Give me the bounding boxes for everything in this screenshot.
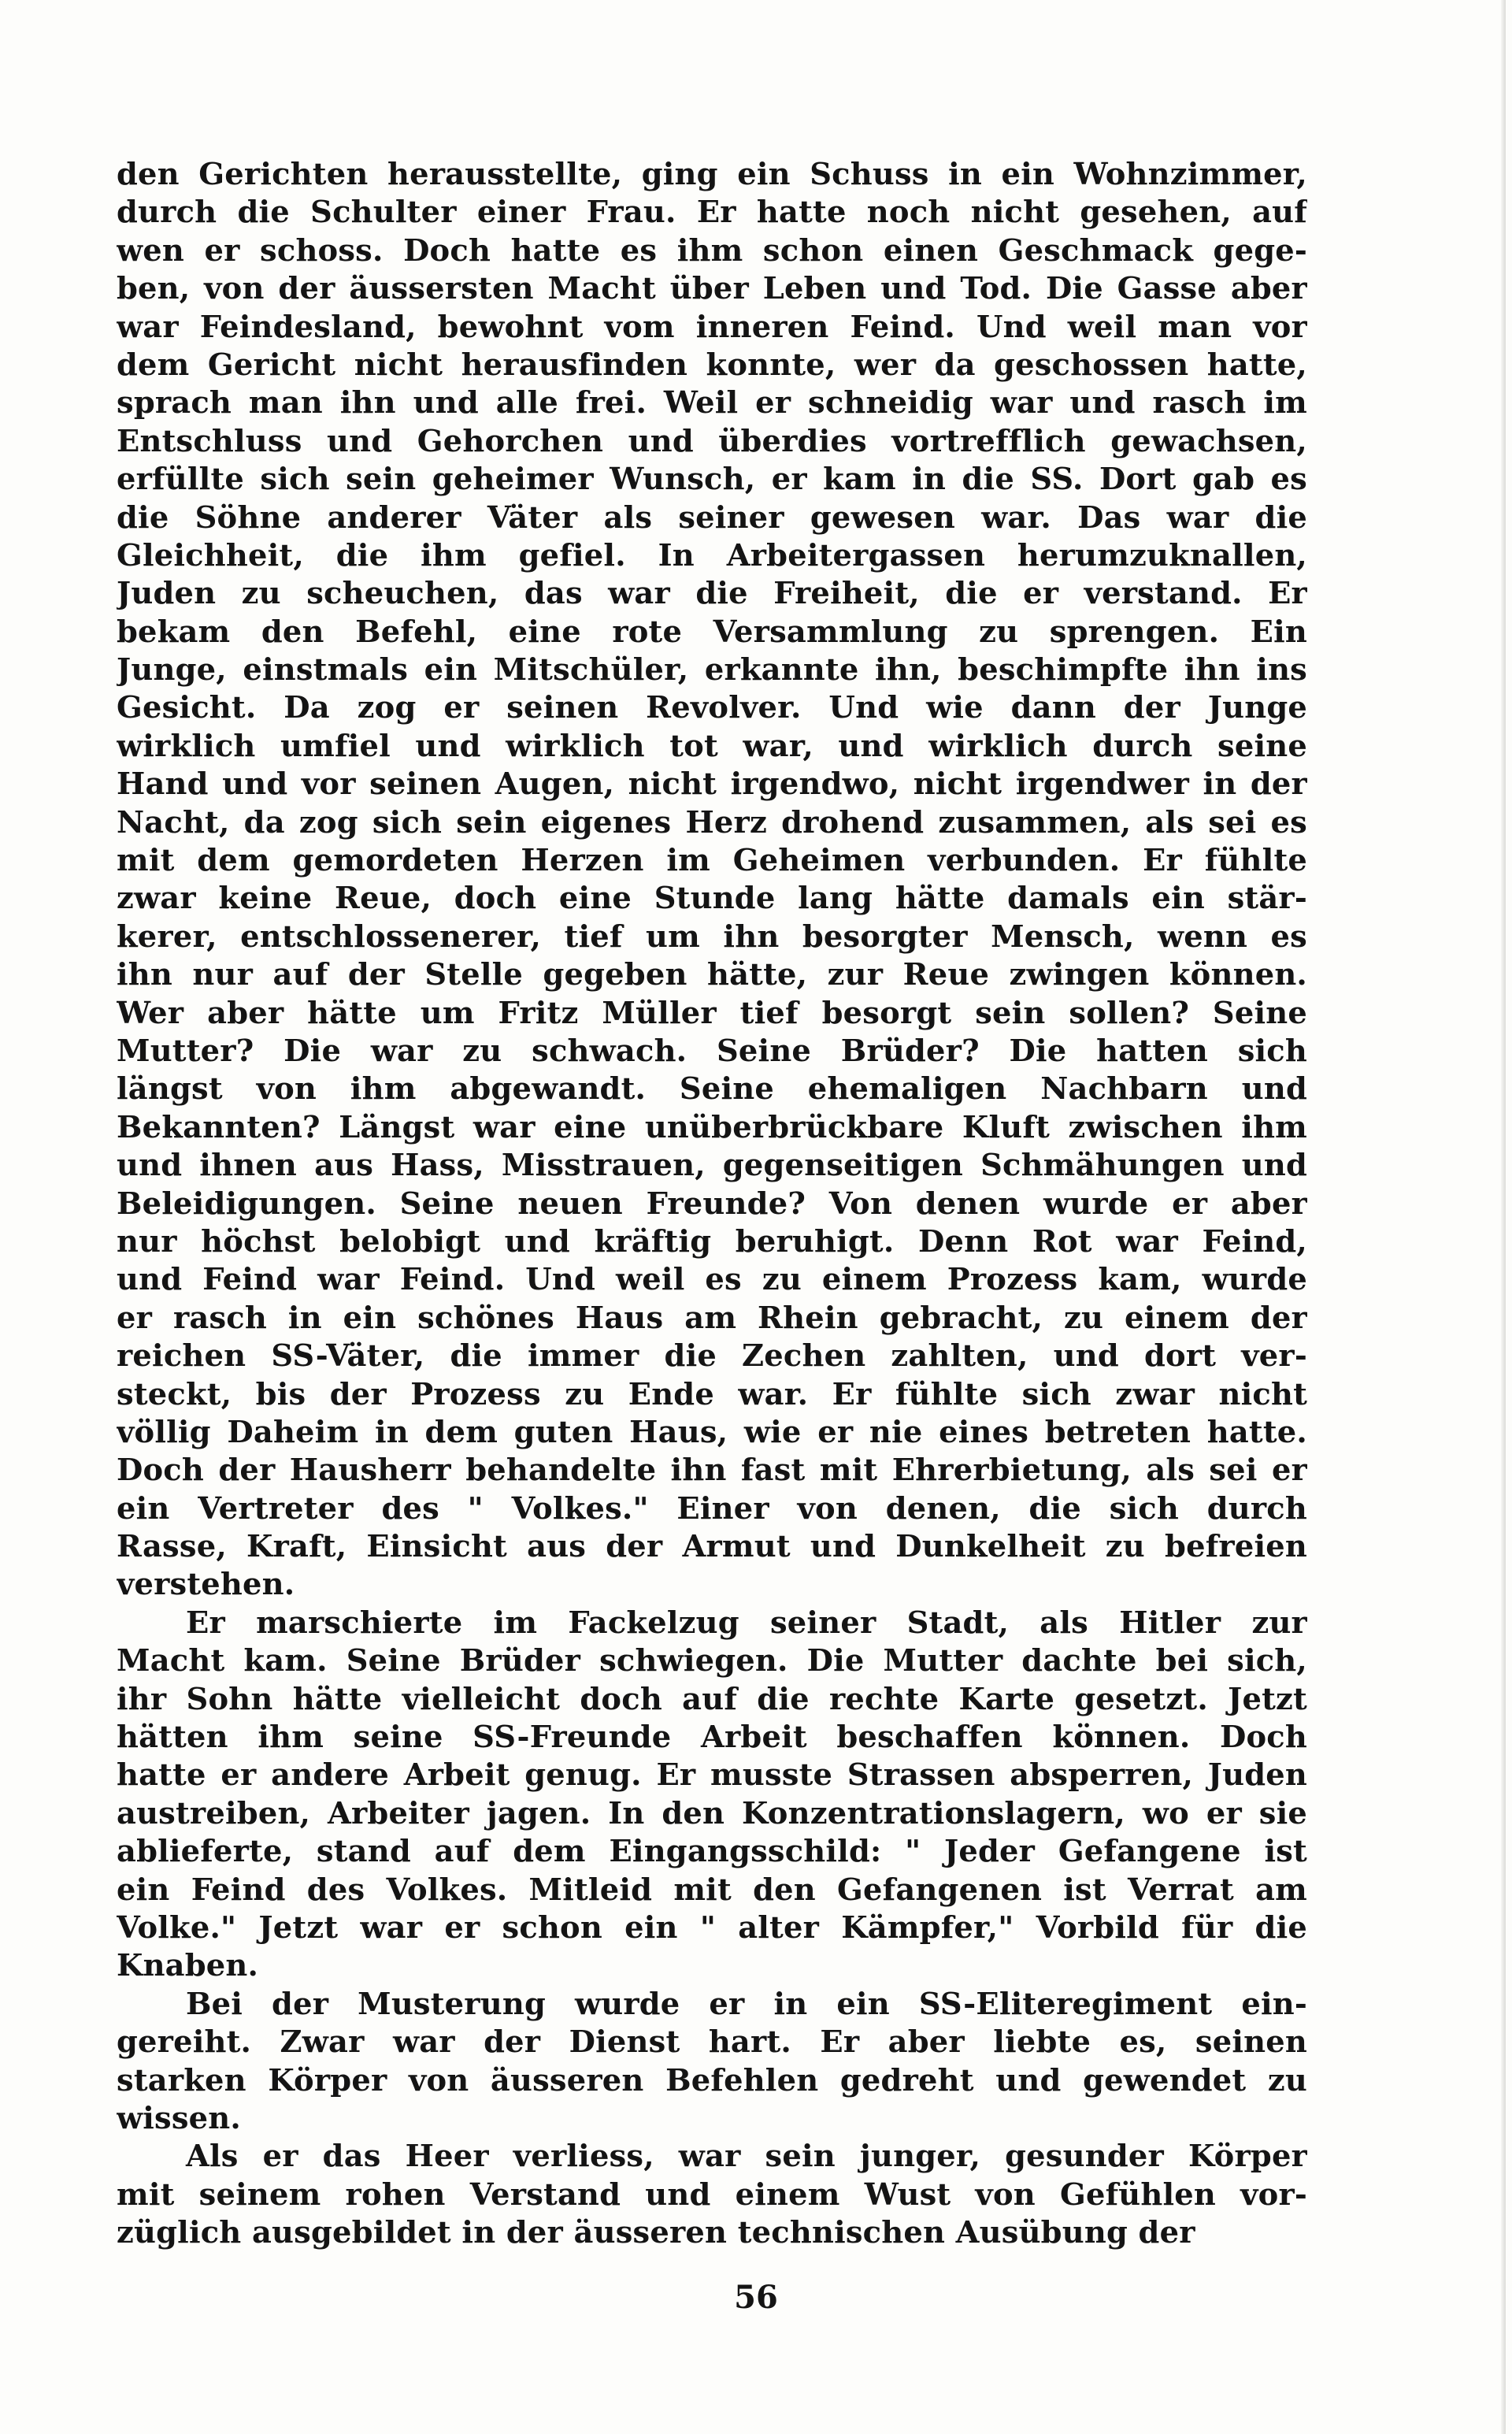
text-line: Doch der Hausherr behandelte ihn fast mit Ehrerbietung, als sei er (117, 1453, 1307, 1489)
text-line: erfüllte sich sein geheimer Wunsch, er kam in die SS. Dort gab es (117, 462, 1307, 498)
text-line: züglich ausgebildet in der äusseren technischen Ausübung der (117, 2215, 1195, 2251)
text-line: Beleidigungen. Seine neuen Freunde? Von denen wurde er aber (117, 1185, 1307, 1222)
text-line: er rasch in ein schönes Haus am Rhein gebracht, zu einem der (117, 1300, 1307, 1336)
text-line: zwar keine Reue, doch eine Stunde lang hätte damals ein stär- (117, 881, 1307, 917)
text-line: gereiht. Zwar war der Dienst hart. Er aber liebte es, seinen (117, 2024, 1307, 2061)
text-line: völlig Daheim in dem guten Haus, wie er nie eines betreten hatte. (117, 1414, 1307, 1450)
page-edge-shadow (1501, 0, 1506, 2434)
text-line: verstehen. (117, 1567, 295, 1603)
page-number: 56 (734, 2279, 778, 2316)
text-line: wen er schoss. Doch hatte es ihm schon einen Geschmack gege- (117, 232, 1307, 269)
body-text (117, 156, 1307, 2252)
text-line: wirklich umfiel und wirklich tot war, und wirklich durch seine (117, 728, 1307, 764)
text-line: nur höchst belobigt und kräftig beruhigt. Denn Rot war Feind, (117, 1223, 1307, 1260)
text-line: hatte er andere Arbeit genug. Er musste Strassen absperren, Juden (117, 1757, 1307, 1794)
text-line: Bei der Musterung wurde er in ein SS-Eliteregiment ein- (186, 1986, 1307, 2022)
text-line: Knaben. (117, 1948, 259, 1984)
text-line: durch die Schulter einer Frau. Er hatte noch nicht gesehen, auf (117, 195, 1307, 231)
paragraph (117, 1605, 1307, 1986)
text-line: wissen. (117, 2100, 241, 2136)
text-line: den Gerichten herausstellte, ging ein Schuss in ein Wohnzimmer, (117, 157, 1307, 192)
text-line: hätten ihm seine SS-Freunde Arbeit beschaffen können. Doch (117, 1720, 1307, 1756)
text-line: steckt, bis der Prozess zu Ende war. Er fühlte sich zwar nicht (117, 1376, 1307, 1412)
text-line: ein Feind des Volkes. Mitleid mit den Gefangenen ist Verrat am (117, 1872, 1307, 1908)
text-line: Wer aber hätte um Fritz Müller tief besorgt sein sollen? Seine (117, 995, 1307, 1031)
text-line: Er marschierte im Fackelzug seiner Stadt, als Hitler zur (186, 1605, 1307, 1641)
paragraph (117, 1986, 1307, 2139)
text-line: und ihnen aus Hass, Misstrauen, gegenseitigen Schmähungen und (117, 1148, 1307, 1184)
text-line: ben, von der äussersten Macht über Leben und Tod. Die Gasse aber (117, 271, 1307, 307)
text-line: Bekannten? Längst war eine unüberbrückbare Kluft zwischen ihm (117, 1109, 1307, 1145)
text-line: austreiben, Arbeiter jagen. In den Konzentrationslagern, wo er sie (117, 1795, 1307, 1831)
text-line: die Söhne anderer Väter als seiner gewesen war. Das war die (117, 499, 1307, 536)
text-line: Nacht, da zog sich sein eigenes Herz drohend zusammen, als sei es (117, 804, 1307, 840)
text-line: längst von ihm abgewandt. Seine ehemaligen Nachbarn und (117, 1071, 1307, 1108)
text-line: Entschluss und Gehorchen und überdies vortrefflich gewachsen, (117, 423, 1307, 459)
paragraph (117, 2138, 1307, 2252)
text-line: bekam den Befehl, eine rote Versammlung zu sprengen. Ein (117, 614, 1307, 650)
text-line: ihr Sohn hätte vielleicht doch auf die rechte Karte gesetzt. Jetzt (117, 1681, 1307, 1717)
text-line: Rasse, Kraft, Einsicht aus der Armut und Dunkelheit zu befreien (117, 1529, 1307, 1565)
text-line: sprach man ihn und alle frei. Weil er schneidig war und rasch im (117, 385, 1307, 421)
text-line: mit dem gemordeten Herzen im Geheimen verbunden. Er fühlte (117, 843, 1307, 879)
text-line: mit seinem rohen Verstand und einem Wust von Gefühlen vor- (117, 2176, 1307, 2213)
text-line: war Feindesland, bewohnt vom inneren Feind. Und weil man vor (117, 309, 1307, 345)
text-line: ablieferte, stand auf dem Eingangsschild: " Jeder Gefangene ist (117, 1834, 1307, 1870)
text-line: Gesicht. Da zog er seinen Revolver. Und wie dann der Junge (117, 690, 1307, 726)
text-line: Als er das Heer verliess, war sein junger, gesunder Körper (186, 2139, 1307, 2175)
text-line: Juden zu scheuchen, das war die Freiheit, die er verstand. Er (117, 576, 1307, 612)
text-line: Hand und vor seinen Augen, nicht irgendwo, nicht irgendwer in der (117, 766, 1307, 803)
paragraph (117, 156, 1307, 1605)
text-line: Junge, einstmals ein Mitschüler, erkannte ihn, beschimpfte ihn ins (117, 652, 1307, 688)
text-line: ein Vertreter des " Volkes." Einer von denen, die sich durch (117, 1490, 1307, 1527)
text-line: dem Gericht nicht herausfinden konnte, wer da geschossen hatte, (117, 347, 1307, 383)
text-line: kerer, entschlossenerer, tief um ihn besorgter Mensch, wenn es (117, 918, 1307, 955)
text-line: Gleichheit, die ihm gefiel. In Arbeitergassen herumzuknallen, (117, 537, 1307, 573)
text-line: Mutter? Die war zu schwach. Seine Brüder? Die hatten sich (117, 1033, 1307, 1069)
text-line: starken Körper von äusseren Befehlen gedreht und gewendet zu (117, 2062, 1307, 2098)
text-line: Macht kam. Seine Brüder schwiegen. Die Mutter dachte bei sich, (117, 1643, 1307, 1679)
text-line: ihn nur auf der Stelle gegeben hätte, zur Reue zwingen können. (117, 957, 1307, 993)
text-line: und Feind war Feind. Und weil es zu einem Prozess kam, wurde (117, 1262, 1307, 1298)
text-line: Volke." Jetzt war er schon ein " alter Kämpfer," Vorbild für die (117, 1909, 1307, 1946)
text-line: reichen SS-Väter, die immer die Zechen zahlten, und dort ver- (117, 1338, 1307, 1375)
